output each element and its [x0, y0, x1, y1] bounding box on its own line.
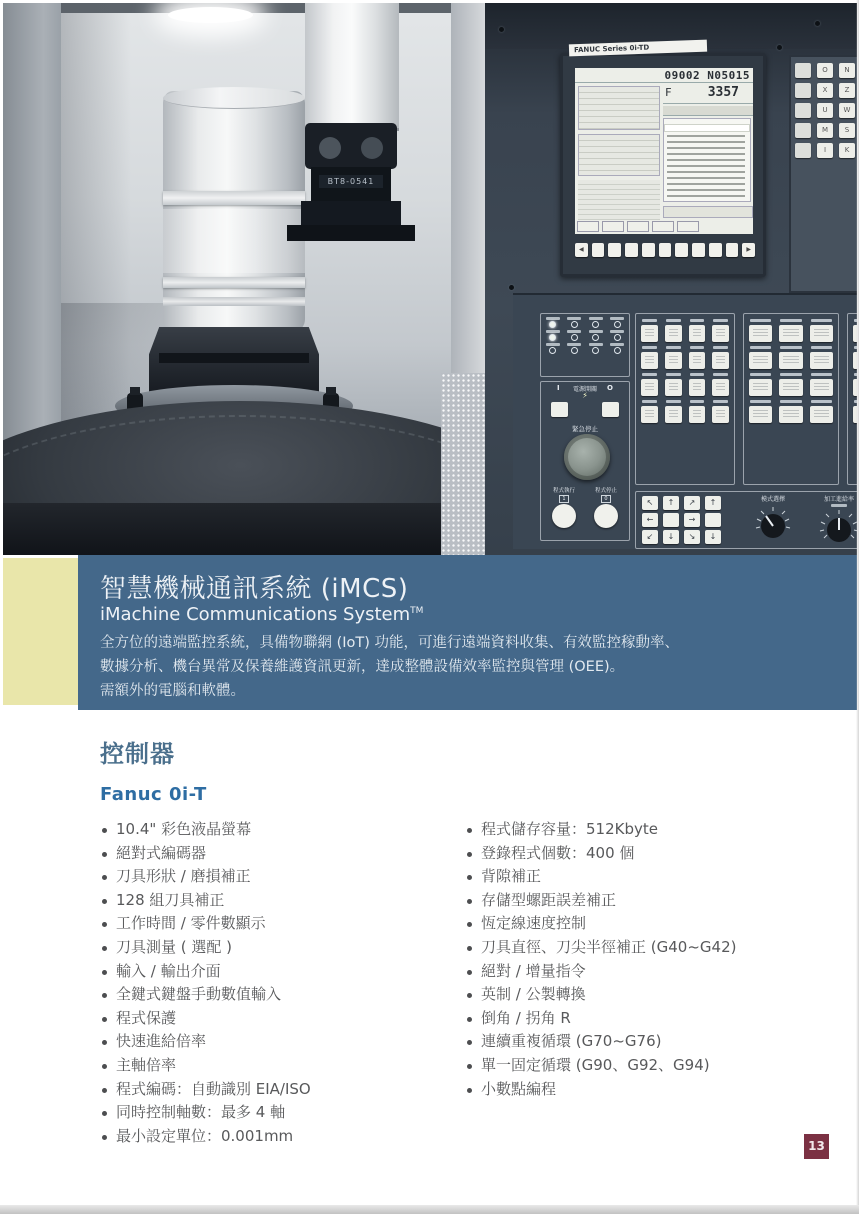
power-section	[540, 381, 630, 541]
screen-softkey	[627, 221, 649, 232]
panel-button	[641, 406, 658, 423]
led	[571, 334, 578, 341]
feature-list-left	[100, 818, 465, 1148]
jog-key	[663, 513, 679, 527]
softkey	[675, 243, 688, 257]
chip-sparkle	[441, 373, 485, 555]
mdi-key: M	[817, 123, 833, 138]
feedrate-override-label: 加工進給率	[823, 496, 854, 503]
position-table-absolute	[578, 86, 660, 130]
jog-key: ↓	[705, 530, 721, 544]
tool-holder	[305, 123, 397, 169]
estop-label: 緊急停止	[572, 425, 598, 433]
emergency-stop-button	[564, 434, 610, 480]
panel-button	[779, 406, 802, 423]
list-item: 快速進給倍率	[100, 1030, 465, 1054]
banner-line: 全方位的遠端監控系統，具備物聯網 (IoT) 功能，可進行遠端資料收集、有效監控稼動率、	[100, 635, 680, 651]
softkey-row	[575, 239, 755, 261]
panel-button	[779, 352, 802, 369]
panel-button	[810, 406, 833, 423]
list-item: 128 組刀具補正	[100, 889, 465, 913]
section-subheading: Fanuc 0i-T	[100, 784, 207, 805]
panel-button	[749, 325, 772, 342]
list-item: 背隙補正	[465, 865, 736, 889]
panel-button	[689, 379, 706, 396]
led	[592, 321, 599, 328]
function-button-grid-b	[743, 313, 839, 485]
led	[592, 334, 599, 341]
indicator	[610, 343, 626, 354]
hero-photo	[3, 3, 857, 555]
panel-button	[749, 406, 772, 423]
screen-header	[575, 68, 753, 83]
power-off-mark: O	[607, 384, 613, 392]
list-item: 恆定線速度控制	[465, 912, 736, 936]
program-number: 09002 N05015	[664, 69, 750, 82]
jog-key: →	[684, 513, 700, 527]
program-lines	[667, 135, 745, 197]
spindle-column	[305, 3, 399, 131]
workpiece-top-cap	[163, 87, 305, 109]
power-off-button	[602, 402, 619, 417]
cycle-stop-button	[594, 504, 618, 528]
power-on-mark: I	[557, 384, 560, 392]
banner-description	[100, 631, 679, 703]
mode-select-label: 模式選擇	[760, 496, 785, 503]
mdi-key: O	[817, 63, 833, 78]
tool-lower-block	[301, 201, 401, 227]
mdi-function-key	[795, 83, 811, 98]
feed-label: F	[665, 86, 672, 99]
workpiece-ring	[163, 277, 305, 288]
list-item: 絕對式編碼器	[100, 842, 465, 866]
function-button-grid-a	[635, 313, 735, 485]
panel-button	[665, 406, 682, 423]
panel-button	[641, 352, 658, 369]
mdi-function-key	[795, 103, 811, 118]
mode-select-knob	[751, 503, 795, 541]
softkey	[642, 243, 655, 257]
jog-keypad	[642, 496, 721, 544]
indicator	[545, 317, 561, 328]
panel-button	[712, 352, 729, 369]
screw-icon	[509, 285, 514, 290]
panel-button	[665, 379, 682, 396]
jog-key: ↙	[642, 530, 658, 544]
list-item: 倒角 / 拐角 R	[465, 1007, 736, 1031]
list-item: 英制 / 公製轉換	[465, 983, 736, 1007]
power-on-button	[551, 402, 568, 417]
softkey	[625, 243, 638, 257]
mdi-key: S	[839, 123, 855, 138]
mode-bar	[663, 106, 753, 116]
list-item: 全鍵式鍵盤手動數值輸入	[100, 983, 465, 1007]
tool-id-label: BT8-0541	[319, 175, 383, 188]
mdi-key: U	[817, 103, 833, 118]
list-item: 單一固定循環 (G90、G92、G94)	[465, 1054, 736, 1078]
feed-value: 3357	[707, 85, 739, 100]
section-heading: 控制器	[100, 740, 175, 768]
offset-list	[578, 180, 660, 220]
jog-key: ↘	[684, 530, 700, 544]
list-item: 連續重複循環 (G70~G76)	[465, 1030, 736, 1054]
list-item: 程式編碼：自動識別 EIA/ISO	[100, 1078, 465, 1102]
panel-button	[749, 352, 772, 369]
indicator	[545, 330, 561, 341]
list-item: 主軸倍率	[100, 1054, 465, 1078]
led	[592, 347, 599, 354]
list-item: 10.4" 彩色液晶螢幕	[100, 818, 465, 842]
list-item: 登錄程式個數：400 個	[465, 842, 736, 866]
indicator	[588, 317, 604, 328]
page-edge-bottom	[0, 1205, 859, 1214]
led	[614, 347, 621, 354]
feature-list-right	[465, 818, 736, 1148]
panel-button	[712, 325, 729, 342]
indicator	[610, 330, 626, 341]
workpiece-ring	[163, 297, 305, 306]
indicator	[567, 330, 583, 341]
screw-icon	[499, 27, 504, 32]
table-front-face	[3, 503, 485, 555]
indicator	[545, 343, 561, 354]
panel-button	[779, 379, 802, 396]
cnc-screen	[575, 68, 753, 234]
softkey	[592, 243, 605, 257]
list-item: 小數點編程	[465, 1078, 736, 1102]
mdi-key: I	[817, 143, 833, 158]
panel-button	[749, 379, 772, 396]
list-item: 最小設定單位：0.001mm	[100, 1125, 465, 1149]
tool-head	[299, 123, 403, 241]
indicator	[567, 317, 583, 328]
jog-key: ↗	[684, 496, 700, 510]
cycle-start-label: 程式執行 1	[552, 488, 575, 502]
indicator	[588, 343, 604, 354]
trademark-sup: TM	[410, 606, 424, 616]
screen-softkey	[602, 221, 624, 232]
feature-lists	[100, 818, 736, 1148]
tool-base	[287, 225, 415, 241]
led-lit	[549, 321, 556, 328]
mdi-key: N	[839, 63, 855, 78]
workpiece-ring	[163, 191, 305, 205]
list-item: 刀具形狀 / 磨損補正	[100, 865, 465, 889]
panel-button	[810, 379, 833, 396]
list-item: 同時控制軸數：最多 4 軸	[100, 1101, 465, 1125]
mdi-function-key	[795, 63, 811, 78]
screen-softkey	[652, 221, 674, 232]
panel-button	[641, 325, 658, 342]
screen-softkey	[577, 221, 599, 232]
softkey	[659, 243, 672, 257]
indicator	[567, 343, 583, 354]
monitor-brand-label: FANUC Series 0i-TD	[569, 40, 707, 57]
cycle-start-button	[552, 504, 576, 528]
indicator-panel	[540, 313, 630, 377]
led	[549, 347, 556, 354]
softkey	[692, 243, 705, 257]
imcs-banner	[78, 555, 857, 710]
list-item: 程式儲存容量：512Kbyte	[465, 818, 736, 842]
mdi-function-key	[795, 143, 811, 158]
led	[614, 334, 621, 341]
feedrate-display	[663, 84, 753, 104]
jog-key	[705, 513, 721, 527]
feedrate-override-knob	[815, 508, 857, 544]
panel-button	[665, 325, 682, 342]
page-number-badge: 13	[804, 1134, 829, 1159]
screw-icon	[815, 21, 820, 26]
control-panel-photo	[485, 3, 857, 555]
banner-subtitle: iMachine Communications System™	[100, 604, 424, 625]
list-item: 絕對 / 增量指令	[465, 960, 736, 984]
cycle-stop-label: 程式停止 0	[594, 488, 617, 502]
panel-button	[779, 325, 802, 342]
mdi-key: Z	[839, 83, 855, 98]
mdi-key: W	[839, 103, 855, 118]
feedrate-sub-label	[831, 504, 847, 507]
jog-key: ↓	[663, 530, 679, 544]
led	[614, 321, 621, 328]
cycle-stop-sub: 0	[601, 495, 610, 503]
list-item: 輸入 / 輸出介面	[100, 960, 465, 984]
indicator	[588, 330, 604, 341]
panel-button	[810, 352, 833, 369]
list-item: 工作時間 / 零件數顯示	[100, 912, 465, 936]
status-bar	[663, 206, 753, 218]
banner-line: 需額外的電腦和軟體。	[100, 683, 245, 699]
feedrate-override-knob-group	[804, 492, 857, 544]
list-item: 存儲型螺距誤差補正	[465, 889, 736, 913]
lightning-icon: ⚡	[582, 391, 588, 400]
program-highlight-line	[665, 125, 749, 131]
jog-key: ←	[642, 513, 658, 527]
softkey	[608, 243, 621, 257]
jog-key: ↖	[642, 496, 658, 510]
panel-button	[665, 352, 682, 369]
accent-yellow-block	[3, 558, 78, 705]
softkey-right-arrow: ▶	[742, 243, 755, 257]
panel-button	[689, 352, 706, 369]
mode-select-knob-group	[738, 492, 808, 541]
jog-key: ↑	[663, 496, 679, 510]
machine-interior-photo	[3, 3, 485, 555]
led-lit	[549, 334, 556, 341]
jog-key: ↑	[705, 496, 721, 510]
panel-button	[712, 379, 729, 396]
panel-button	[712, 406, 729, 423]
softkey	[709, 243, 722, 257]
position-table-relative	[578, 134, 660, 176]
workpiece-highlight	[163, 209, 305, 273]
cycle-start-sub: 1	[559, 495, 568, 503]
softkey-left-arrow: ◀	[575, 243, 588, 257]
power-switch-label: 電源開關	[572, 386, 597, 393]
led	[571, 321, 578, 328]
mdi-keypad	[789, 55, 857, 293]
screen-softkey	[677, 221, 699, 232]
list-item: 刀具測量 ( 選配 )	[100, 936, 465, 960]
mdi-function-key	[795, 123, 811, 138]
banner-line: 數據分析、機台異常及保養維護資訊更新，達成整體設備效率監控與管理 (OEE)。	[100, 659, 625, 675]
mdi-key: X	[817, 83, 833, 98]
panel-button	[689, 406, 706, 423]
panel-button	[810, 325, 833, 342]
banner-title: 智慧機械通訊系統 (iMCS)	[100, 574, 409, 604]
jog-and-override-section	[635, 491, 857, 549]
led	[571, 347, 578, 354]
softkey	[726, 243, 739, 257]
work-lamp	[168, 7, 253, 23]
panel-button	[689, 325, 706, 342]
panel-button	[641, 379, 658, 396]
list-item: 刀具直徑、刀尖半徑補正 (G40~G42)	[465, 936, 736, 960]
screw-icon	[777, 45, 782, 50]
list-item: 程式保護	[100, 1007, 465, 1031]
indicator	[610, 317, 626, 328]
mdi-key: K	[839, 143, 855, 158]
cylindrical-workpiece	[163, 91, 305, 331]
screen-softkey-row	[577, 221, 753, 233]
program-listing	[663, 118, 751, 202]
